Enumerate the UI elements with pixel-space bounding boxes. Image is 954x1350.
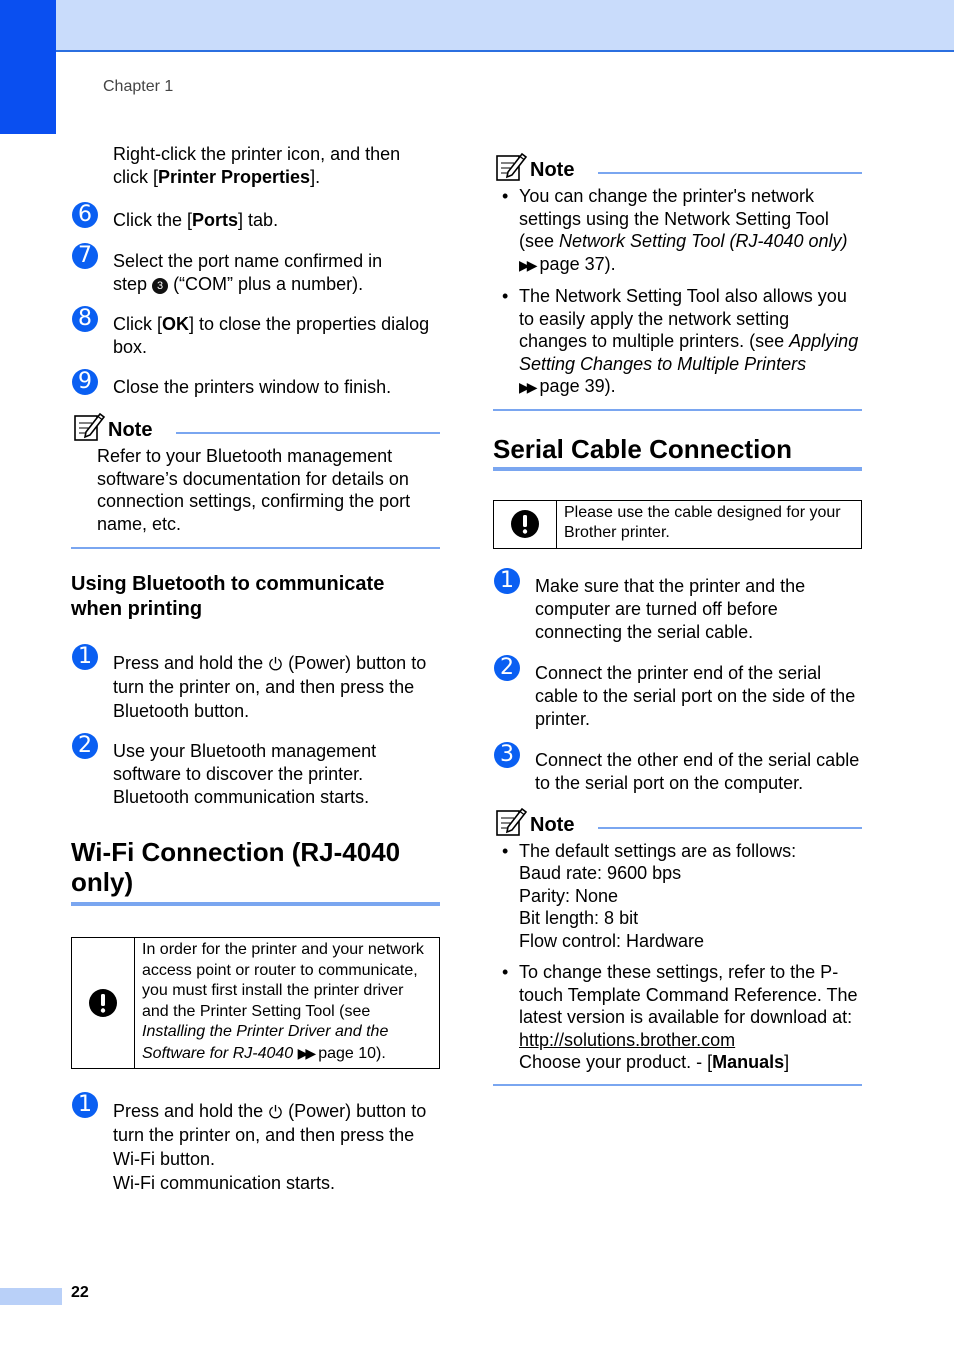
bullet-text: The Network Setting Tool also allows you to easily apply the network setting changes to multiple printers. (see (519, 286, 847, 351)
step-number: 1 (72, 644, 98, 670)
step-number: 1 (72, 1092, 98, 1118)
bullet-line: The default settings are as follows: (519, 840, 797, 861)
step-text: ] tab. (238, 210, 279, 230)
intro-line: Right-click the printer icon, and then (113, 144, 401, 164)
step-7 (71, 243, 440, 296)
step-text: Connect the other end of the serial cable to the serial port on the computer. (535, 749, 860, 793)
step-8 (71, 306, 440, 359)
note-rule (176, 432, 440, 434)
step-text: Press and hold the (113, 1101, 264, 1121)
exclamation-icon (510, 509, 540, 539)
power-icon (268, 1104, 283, 1119)
bullet-text: Choose your product. - [ (519, 1052, 713, 1072)
note-rule (598, 172, 862, 174)
note-title: Note (530, 159, 575, 181)
header-band (0, 0, 954, 52)
step-text: (“COM” plus a number). (173, 274, 364, 294)
step-text: Close the printers window to finish. (113, 377, 392, 397)
ok-label: OK (162, 314, 189, 334)
note-pencil-icon (495, 150, 527, 182)
solutions-url-link[interactable]: http://solutions.brother.com (519, 1029, 736, 1050)
page-reference-arrows-icon: ▶▶ (519, 256, 535, 273)
serial-step-2 (493, 654, 862, 731)
note-bullet (493, 961, 862, 1074)
note-bullet (493, 185, 862, 276)
section-heading-wifi: Wi-Fi Connection (RJ-4040 only) (71, 837, 401, 897)
step-text: Click [ (113, 314, 162, 334)
step-text: (Power) button to turn the printer on, and then press the Wi-Fi button. (113, 1101, 427, 1169)
bullet-text: You can change the printer's network settings using the Network Setting Tool (see (519, 186, 829, 251)
step-text: Connect the printer end of the serial cable to the serial port on the side of the printer. (535, 662, 856, 729)
bluetooth-step-1 (71, 644, 440, 723)
step-number: 8 (72, 306, 98, 332)
right-column (493, 150, 862, 1086)
power-icon (268, 656, 283, 671)
printer-properties-label: Printer Properties (158, 167, 311, 187)
caution-box (493, 500, 862, 549)
caution-link-title: Installing the Printer Driver and the Software for RJ-4040 (142, 1023, 389, 1062)
page-number: 22 (71, 1284, 89, 1301)
note-title: Note (108, 419, 153, 441)
caution-icon-cell (494, 501, 557, 548)
step-9 (71, 369, 440, 399)
note-header (71, 410, 440, 444)
step-text: ] to close the properties dialog box. (113, 314, 430, 357)
note-pencil-icon (495, 805, 527, 837)
note-title: Note (530, 813, 575, 836)
serial-step-3 (493, 741, 862, 795)
bullet-line: Parity: None (519, 885, 619, 906)
bullet-line: Baud rate: 9600 bps (519, 863, 682, 883)
page-number-bar (0, 1288, 62, 1305)
bullet-line: Bit length: 8 bit (519, 908, 639, 928)
step-number: 6 (72, 202, 98, 228)
chapter-tab (0, 0, 56, 134)
note-end-rule (71, 547, 440, 549)
caution-text-part: In order for the printer and your network access point or router to communicate, you must first install the printer driver and the Printer Setting Tool (see (142, 941, 424, 1020)
note-end-rule (493, 1084, 862, 1086)
step-reference-badge: 3 (152, 278, 168, 294)
note-header (493, 150, 862, 184)
step-text: Select the port name confirmed in (113, 251, 383, 271)
step-text: (Power) button to turn the printer on, and then press the Bluetooth button. (113, 653, 427, 721)
note-end-rule (493, 409, 862, 411)
heading-rule (71, 902, 440, 906)
step-6 (71, 202, 440, 232)
section-heading-serial: Serial Cable Connection (493, 433, 793, 464)
caution-icon-cell (72, 938, 135, 1068)
intro-text (71, 143, 440, 189)
page-reference-arrows-icon: ▶▶ (519, 379, 535, 395)
note-bullet (493, 285, 862, 399)
caution-page-ref: page 10). (318, 1044, 386, 1062)
section-heading-bluetooth: Using Bluetooth to communicate when printing (71, 573, 385, 620)
note-rule (598, 827, 862, 829)
intro-line: click [ (113, 167, 158, 187)
step-number: 7 (72, 243, 98, 269)
step-number: 2 (72, 733, 98, 759)
intro-line: ]. (310, 167, 321, 187)
note-bullet-list (493, 840, 862, 1074)
caution-box (71, 937, 440, 1069)
note-text: Refer to your Bluetooth management software’s documentation for details on connection settings, confirming the port name, etc. (97, 446, 411, 534)
bullet-link-title: Applying Setting Changes to Multiple Printers (519, 331, 859, 374)
left-column (71, 143, 440, 1195)
bullet-line: Flow control: Hardware (519, 930, 705, 951)
heading-rule (493, 467, 862, 471)
step-number: 9 (72, 369, 98, 395)
step-number: 2 (494, 655, 520, 681)
bullet-text: ] (784, 1052, 790, 1072)
bullet-link-title: Network Setting Tool (RJ-4040 only) (559, 231, 848, 251)
step-text: Make sure that the printer and the computer are turned off before connecting the serial cable. (535, 575, 806, 642)
caution-text (135, 938, 439, 1068)
manuals-label: Manuals (712, 1052, 785, 1072)
chapter-label: Chapter 1 (103, 78, 174, 95)
step-text: Wi-Fi communication starts. (113, 1173, 336, 1193)
serial-step-1 (493, 567, 862, 644)
caution-text: Please use the cable designed for your Brother printer. (564, 503, 841, 541)
bullet-text: To change these settings, refer to the P-touch Template Command Reference. The latest version is available for download at: (519, 962, 858, 1027)
note-header (493, 805, 862, 839)
wifi-step-1 (71, 1092, 440, 1195)
step-text: Click the [ (113, 210, 193, 230)
step-text: step (113, 274, 148, 294)
note-bullet (493, 840, 862, 953)
note-bullet-list (493, 185, 862, 399)
bullet-page-ref: page 39). (539, 376, 616, 396)
bluetooth-step-2 (71, 733, 440, 809)
step-text: Press and hold the (113, 653, 264, 673)
exclamation-icon (88, 988, 118, 1018)
page-reference-arrows-icon: ▶▶ (297, 1044, 314, 1061)
step-number: 3 (494, 742, 520, 768)
note-pencil-icon (73, 410, 105, 442)
bullet-page-ref: page 37). (539, 253, 616, 274)
step-text: Use your Bluetooth management software to discover the printer. Bluetooth communication starts. (113, 741, 377, 807)
step-number: 1 (494, 568, 520, 594)
ports-label: Ports (192, 210, 239, 230)
